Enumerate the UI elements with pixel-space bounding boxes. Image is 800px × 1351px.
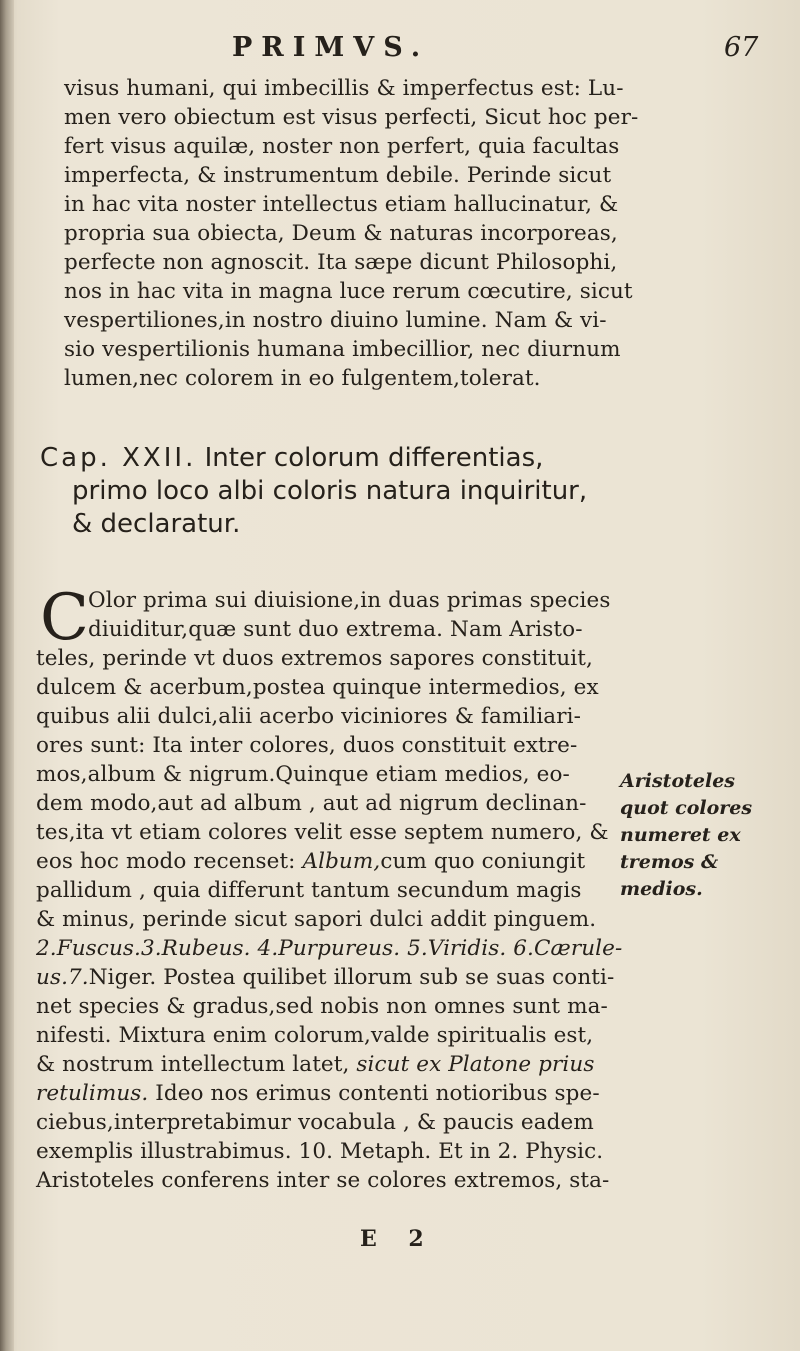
text-line: propria sua obiecta, Deum & naturas incorporeas,	[64, 221, 618, 246]
margin-note	[620, 768, 780, 903]
chapter-title-line: primo loco albi coloris natura inquiritur,	[72, 476, 588, 506]
chapter-heading	[40, 442, 640, 541]
margin-note-line: quot colores	[620, 797, 753, 819]
text-line: lumen,nec colorem in eo fulgentem,tolerat.	[64, 366, 541, 391]
margin-note-line: tremos &	[620, 851, 719, 873]
page-header	[0, 32, 800, 72]
margin-note-line: medios.	[620, 878, 703, 900]
text-line: nifesti. Mixtura enim colorum,valde spiritualis est,	[36, 1023, 594, 1048]
text-line	[36, 1079, 616, 1108]
text-segment: eos hoc modo recenset:	[36, 849, 296, 874]
text-line: & minus, perinde sicut sapori dulci addit pinguem.	[36, 907, 597, 932]
text-line: exemplis illustrabimus. 10. Metaph. Et in 2. Physic.	[36, 1139, 604, 1164]
signature-mark: E 2	[360, 1226, 436, 1252]
text-segment: Niger. Postea quilibet illorum sub se suas conti-	[88, 965, 615, 990]
text-line: Olor prima sui diuisione,in duas primas species	[88, 588, 611, 613]
text-line	[36, 963, 616, 992]
page-number: 67	[724, 32, 759, 63]
text-line: Aristoteles conferens inter se colores extremos, sta-	[36, 1168, 610, 1193]
text-line: mos,album & nigrum.Quinque etiam medios, eo-	[36, 762, 570, 787]
margin-note-line: numeret ex	[620, 824, 741, 846]
text-line: ciebus,interpretabimur vocabula , & paucis eadem	[36, 1110, 594, 1135]
chapter-body	[36, 581, 623, 1195]
text-segment: cum quo coniungit	[380, 849, 586, 874]
text-line: visus humani, qui imbecillis & imperfectus est: Lu-	[64, 76, 624, 101]
text-line: sio vespertilionis humana imbecillior, nec diurnum	[64, 337, 621, 362]
text-line: tes,ita vt etiam colores velit esse septem numero, &	[36, 820, 609, 845]
text-line: teles, perinde vt duos extremos sapores constituit,	[36, 646, 593, 671]
text-line: nos in hac vita in magna luce rerum cœcutire, sicut	[64, 279, 633, 304]
page-binding-edge	[0, 0, 14, 1351]
drop-cap: C	[40, 581, 89, 655]
running-head: PRIMVS.	[232, 32, 430, 63]
text-line: diuiditur,quæ sunt duo extrema. Nam Aristo-	[88, 617, 583, 642]
text-line: 2.Fuscus.3.Rubeus. 4.Purpureus. 5.Viridis. 6.Cærule-	[36, 936, 623, 961]
text-line	[36, 1050, 616, 1079]
margin-note-line: Aristoteles	[620, 770, 735, 792]
text-line: ores sunt: Ita inter colores, duos constituit extre-	[36, 733, 578, 758]
text-line: men vero obiectum est visus perfecti, Sicut hoc per-	[64, 105, 639, 130]
italic-term: Album,	[302, 849, 381, 874]
text-line: dem modo,aut ad album , aut ad nigrum declinan-	[36, 791, 587, 816]
text-line: vespertiliones,in nostro diuino lumine. Nam & vi-	[64, 308, 607, 333]
italic-term: sicut ex Platone prius	[356, 1052, 595, 1077]
paragraph-continued	[64, 74, 639, 393]
italic-term: retulimus.	[36, 1081, 149, 1106]
chapter-title-line	[40, 442, 640, 475]
text-line: quibus alii dulci,alii acerbo viciniores & familiari-	[36, 704, 581, 729]
chapter-title-line: & declaratur.	[72, 509, 241, 539]
text-line: imperfecta, & instrumentum debile. Perinde sicut	[64, 163, 612, 188]
text-line: pallidum , quia differunt tantum secundum magis	[36, 878, 582, 903]
text-line	[36, 847, 616, 876]
text-line: dulcem & acerbum,postea quinque intermedios, ex	[36, 675, 599, 700]
text-line: in hac vita noster intellectus etiam hallucinatur, &	[64, 192, 619, 217]
chapter-title: Inter colorum differentias,	[204, 443, 544, 473]
italic-term: us.7.	[36, 965, 89, 990]
text-line: perfecte non agnoscit. Ita sæpe dicunt Philosophi,	[64, 250, 618, 275]
text-segment: Ideo nos erimus contenti notioribus spe-	[155, 1081, 600, 1106]
chapter-label: Cap. XXII.	[40, 443, 197, 473]
text-line: net species & gradus,sed nobis non omnes sunt ma-	[36, 994, 608, 1019]
text-segment: & nostrum intellectum latet,	[36, 1052, 350, 1077]
text-line: fert visus aquilæ, noster non perfert, quia facultas	[64, 134, 620, 159]
